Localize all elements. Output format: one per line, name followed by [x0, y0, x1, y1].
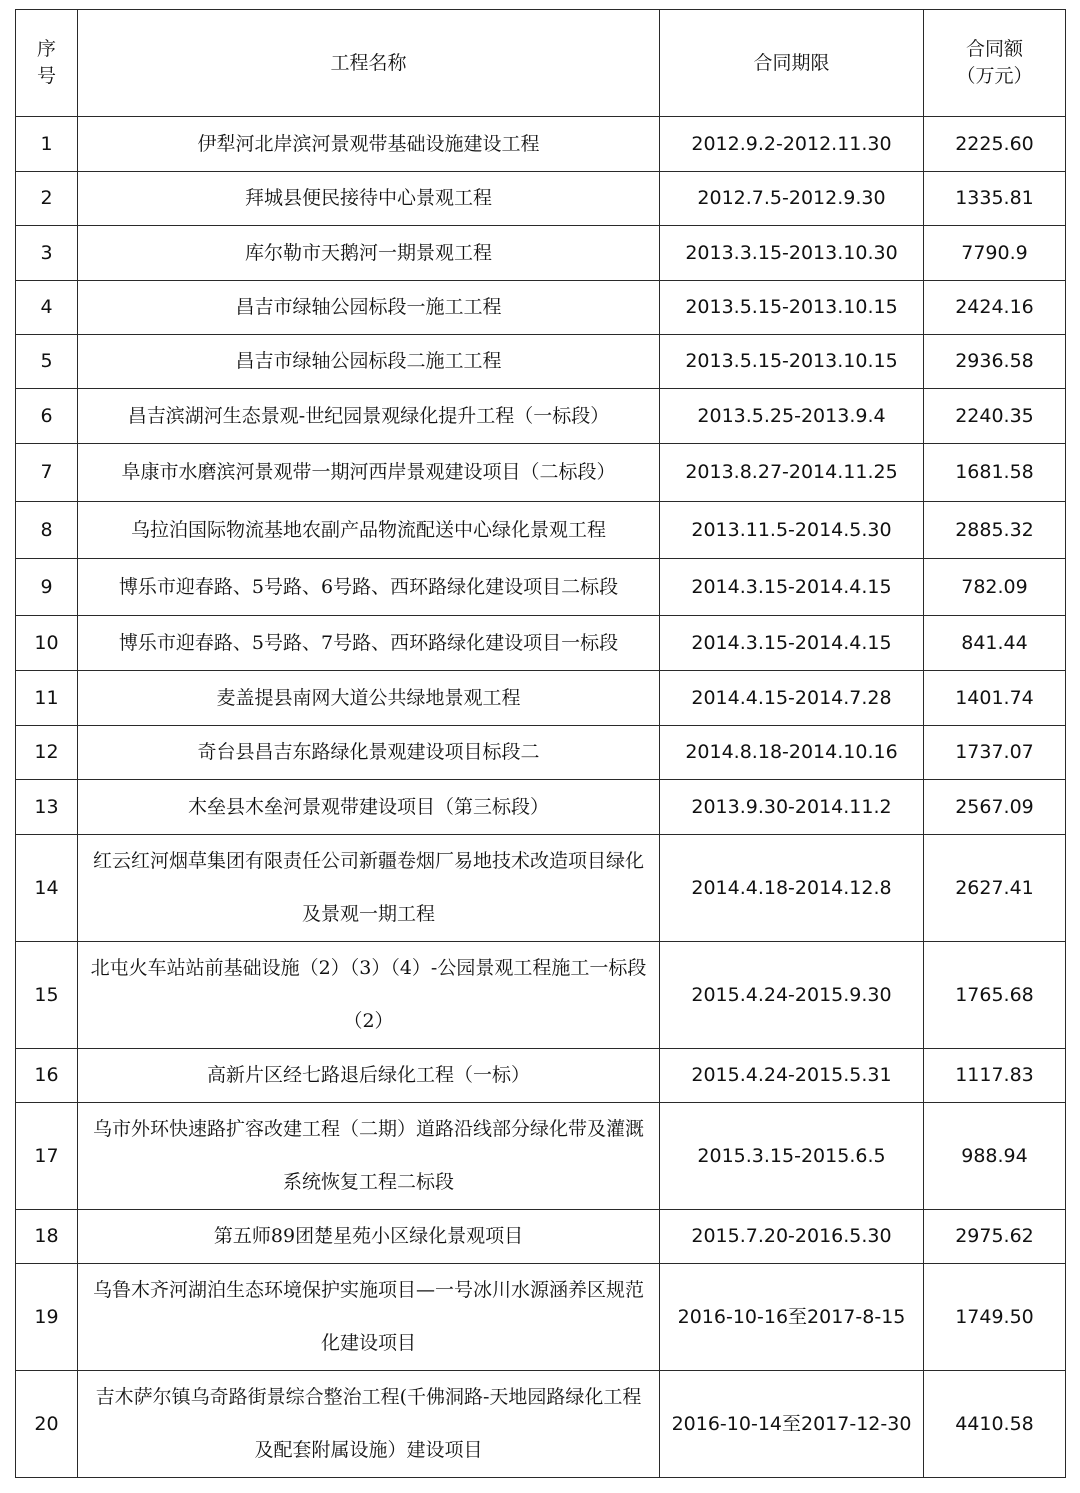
row-period-cell: 2016-10-16至2017-8-15: [660, 1264, 924, 1371]
row-period-cell: 2012.9.2-2012.11.30: [660, 117, 924, 172]
table-row: [16, 335, 1066, 389]
row-name-cell: 昌吉市绿轴公园标段二施工工程: [78, 335, 660, 389]
table-row: [16, 502, 1066, 559]
row-period-cell: 2014.4.15-2014.7.28: [660, 671, 924, 726]
row-name-cell: 博乐市迎春路、5号路、6号路、西环路绿化建设项目二标段: [78, 559, 660, 616]
row-period-cell: 2013.11.5-2014.5.30: [660, 502, 924, 559]
header-amount-line: 合同额: [965, 38, 1023, 60]
table-body: [16, 117, 1066, 1478]
row-no-cell: 17: [16, 1103, 78, 1210]
row-amount-cell: 2936.58: [924, 335, 1066, 389]
row-amount-cell: 1749.50: [924, 1264, 1066, 1371]
row-amount-cell: 2225.60: [924, 117, 1066, 172]
table-row: [16, 835, 1066, 942]
row-no-cell: 7: [16, 444, 78, 502]
table-row: [16, 281, 1066, 335]
row-name-cell: 乌市外环快速路扩容改建工程（二期）道路沿线部分绿化带及灌溉系统恢复工程二标段: [78, 1103, 660, 1210]
row-name-cell: 红云红河烟草集团有限责任公司新疆卷烟厂易地技术改造项目绿化及景观一期工程: [78, 835, 660, 942]
table-row: [16, 1103, 1066, 1210]
table-row: [16, 226, 1066, 281]
row-name-cell: 麦盖提县南网大道公共绿地景观工程: [78, 671, 660, 726]
row-amount-cell: 2627.41: [924, 835, 1066, 942]
row-no-cell: 16: [16, 1049, 78, 1103]
row-no-cell: 10: [16, 616, 78, 671]
row-name-cell: 北屯火车站站前基础设施（2）（3）（4）-公园景观工程施工一标段（2）: [78, 942, 660, 1049]
row-no-cell: 14: [16, 835, 78, 942]
row-name-cell: 木垒县木垒河景观带建设项目（第三标段）: [78, 780, 660, 835]
header-no-line: 号: [36, 65, 56, 87]
projects-table: [15, 9, 1066, 1478]
row-amount-cell: 841.44: [924, 616, 1066, 671]
row-no-cell: 13: [16, 780, 78, 835]
row-period-cell: 2014.4.18-2014.12.8: [660, 835, 924, 942]
table-row: [16, 780, 1066, 835]
row-name-cell: 昌吉市绿轴公园标段一施工工程: [78, 281, 660, 335]
row-amount-cell: 1765.68: [924, 942, 1066, 1049]
row-no-cell: 15: [16, 942, 78, 1049]
row-amount-cell: 4410.58: [924, 1371, 1066, 1478]
row-name-cell: 博乐市迎春路、5号路、7号路、西环路绿化建设项目一标段: [78, 616, 660, 671]
header-no-line: 序: [36, 38, 56, 60]
row-name-cell: 库尔勒市天鹅河一期景观工程: [78, 226, 660, 281]
row-amount-cell: 1401.74: [924, 671, 1066, 726]
header-no: [16, 10, 78, 117]
table-row: [16, 1264, 1066, 1371]
row-period-cell: 2015.4.24-2015.5.31: [660, 1049, 924, 1103]
row-name-cell: 第五师89团楚星苑小区绿化景观项目: [78, 1210, 660, 1264]
row-name-cell: 吉木萨尔镇乌奇路街景综合整治工程(千佛洞路-天地园路绿化工程及配套附属设施）建设项目: [78, 1371, 660, 1478]
row-no-cell: 5: [16, 335, 78, 389]
table-row: [16, 1210, 1066, 1264]
header-amount-line: （万元）: [956, 65, 1033, 87]
row-name-cell: 乌拉泊国际物流基地农副产品物流配送中心绿化景观工程: [78, 502, 660, 559]
row-amount-cell: 2975.62: [924, 1210, 1066, 1264]
row-period-cell: 2014.3.15-2014.4.15: [660, 616, 924, 671]
row-no-cell: 2: [16, 172, 78, 226]
row-no-cell: 6: [16, 389, 78, 444]
row-amount-cell: 2240.35: [924, 389, 1066, 444]
table-row: [16, 1371, 1066, 1478]
row-no-cell: 19: [16, 1264, 78, 1371]
row-no-cell: 11: [16, 671, 78, 726]
row-no-cell: 1: [16, 117, 78, 172]
row-period-cell: 2013.5.15-2013.10.15: [660, 281, 924, 335]
row-name-cell: 昌吉滨湖河生态景观-世纪园景观绿化提升工程（一标段）: [78, 389, 660, 444]
row-period-cell: 2014.8.18-2014.10.16: [660, 726, 924, 780]
row-period-cell: 2013.3.15-2013.10.30: [660, 226, 924, 281]
row-name-cell: 拜城县便民接待中心景观工程: [78, 172, 660, 226]
row-no-cell: 18: [16, 1210, 78, 1264]
row-period-cell: 2015.7.20-2016.5.30: [660, 1210, 924, 1264]
row-amount-cell: 2424.16: [924, 281, 1066, 335]
row-amount-cell: 7790.9: [924, 226, 1066, 281]
row-no-cell: 9: [16, 559, 78, 616]
row-period-cell: 2014.3.15-2014.4.15: [660, 559, 924, 616]
row-no-cell: 8: [16, 502, 78, 559]
row-no-cell: 4: [16, 281, 78, 335]
row-period-cell: 2013.8.27-2014.11.25: [660, 444, 924, 502]
table-row: [16, 1049, 1066, 1103]
row-period-cell: 2015.4.24-2015.9.30: [660, 942, 924, 1049]
row-name-cell: 乌鲁木齐河湖泊生态环境保护实施项目—一号冰川水源涵养区规范化建设项目: [78, 1264, 660, 1371]
row-period-cell: 2013.9.30-2014.11.2: [660, 780, 924, 835]
row-amount-cell: 2885.32: [924, 502, 1066, 559]
row-period-cell: 2015.3.15-2015.6.5: [660, 1103, 924, 1210]
row-period-cell: 2013.5.25-2013.9.4: [660, 389, 924, 444]
table-row: [16, 942, 1066, 1049]
row-amount-cell: 1737.07: [924, 726, 1066, 780]
row-amount-cell: 2567.09: [924, 780, 1066, 835]
row-period-cell: 2013.5.15-2013.10.15: [660, 335, 924, 389]
table-row: [16, 616, 1066, 671]
table-row: [16, 172, 1066, 226]
table-row: [16, 117, 1066, 172]
row-no-cell: 20: [16, 1371, 78, 1478]
header-row: [16, 10, 1066, 117]
table-row: [16, 389, 1066, 444]
row-name-cell: 阜康市水磨滨河景观带一期河西岸景观建设项目（二标段）: [78, 444, 660, 502]
row-amount-cell: 988.94: [924, 1103, 1066, 1210]
row-name-cell: 伊犁河北岸滨河景观带基础设施建设工程: [78, 117, 660, 172]
row-name-cell: 奇台县昌吉东路绿化景观建设项目标段二: [78, 726, 660, 780]
row-period-cell: 2012.7.5-2012.9.30: [660, 172, 924, 226]
table-row: [16, 559, 1066, 616]
table-row: [16, 671, 1066, 726]
table-row: [16, 444, 1066, 502]
row-amount-cell: 782.09: [924, 559, 1066, 616]
table-row: [16, 726, 1066, 780]
row-name-cell: 高新片区经七路退后绿化工程（一标）: [78, 1049, 660, 1103]
header-period: 合同期限: [660, 10, 924, 117]
header-name: 工程名称: [78, 10, 660, 117]
header-amount: [924, 10, 1066, 117]
row-amount-cell: 1335.81: [924, 172, 1066, 226]
row-amount-cell: 1117.83: [924, 1049, 1066, 1103]
row-no-cell: 12: [16, 726, 78, 780]
row-no-cell: 3: [16, 226, 78, 281]
row-amount-cell: 1681.58: [924, 444, 1066, 502]
row-period-cell: 2016-10-14至2017-12-30: [660, 1371, 924, 1478]
